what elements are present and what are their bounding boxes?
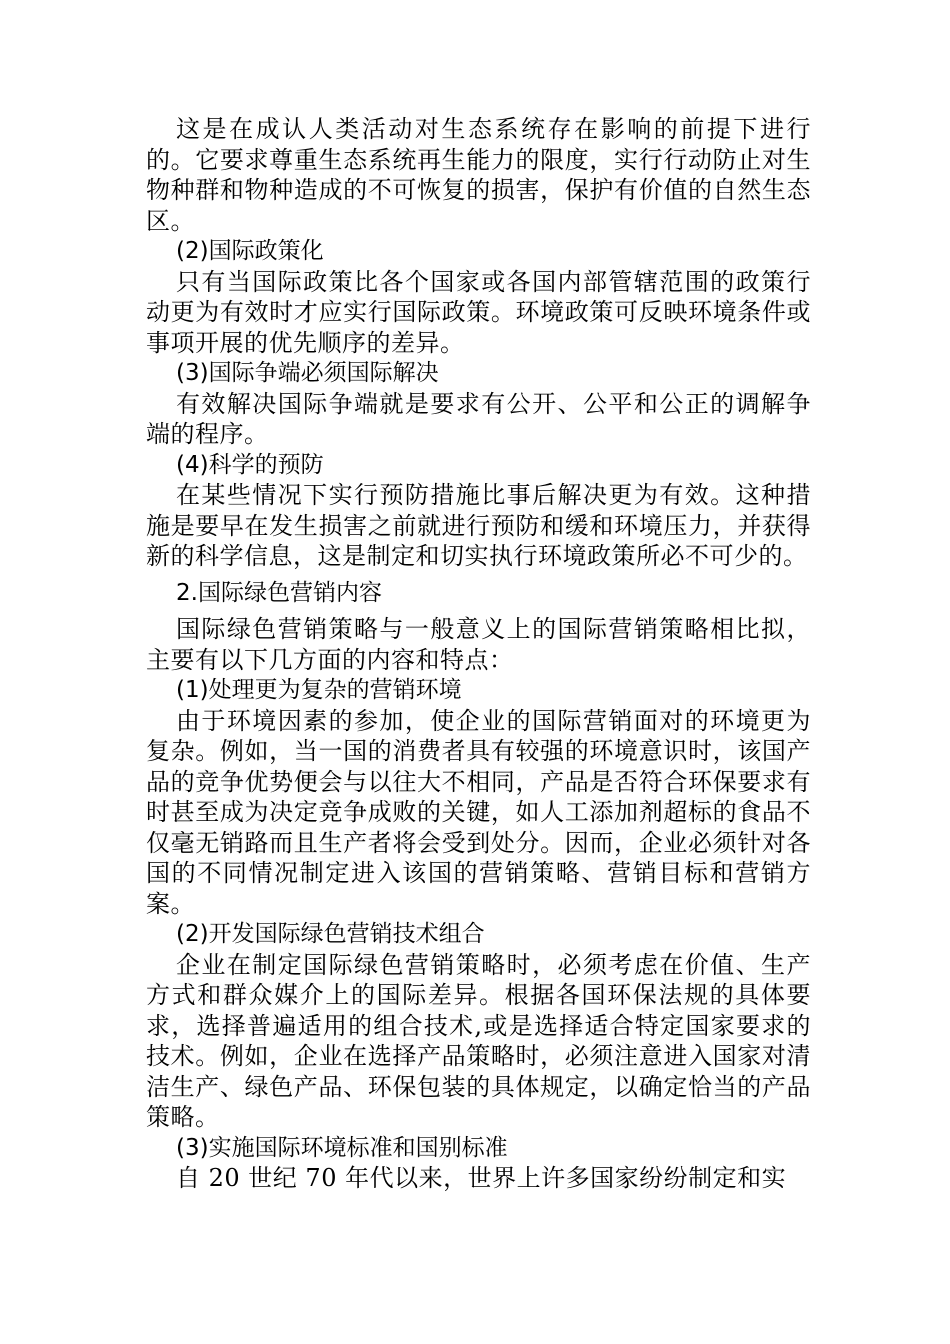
section-heading: (1)处理更为复杂的营销环境 [176,677,462,703]
document-page [146,114,811,1194]
section-heading: (4)科学的预防 [176,451,324,478]
section-heading: (3)国际争端必须国际解决 [176,360,439,386]
paragraph: 有效解决国际争端就是要求有公开、公平和公正的调解争端的程序。 [146,389,811,448]
section-heading: (2)开发国际绿色营销技术组合 [176,921,485,947]
section-heading-major: 2.国际绿色营销内容 [176,579,382,606]
paragraph: 自 20 世纪 70 年代以来，世界上许多国家纷纷制定和实 [176,1164,787,1192]
section-heading: (2)国际政策化 [176,238,324,264]
paragraph: 这是在成认人类活动对生态系统存在影响的前提下进行的。它要求尊重生态系统再生能力的限度，实行行动防止对生物种群和物种造成的不可恢复的损害，保护有价值的自然生态区。 [146,115,811,235]
paragraph: 企业在制定国际绿色营销策略时，必须考虑在价值、生产方式和群众媒介上的国际差异。根据各国环保法规的具体要求，选择普遍适用的组合技术,或是选择适合特定国家要求的技术。例如，企业在选择产品策略时，必须注意进入国家对清洁生产、绿色产品、环保包装的具体规定，以确定恰当的产品策略。 [146,950,811,1131]
paragraph: 国际绿色营销策略与一般意义上的国际营销策略相比拟，主要有以下几方面的内容和特点： [146,615,811,674]
paragraph: 在某些情况下实行预防措施比事后解决更为有效。这种措施是要早在发生损害之前就进行预防和缓和环境压力，并获得新的科学信息，这是制定和切实执行环境政策所必不可少的。 [146,481,811,570]
paragraph: 由于环境因素的参加，使企业的国际营销面对的环境更为复杂。例如，当一国的消费者具有较强的环境意识时，该国产品的竞争优势便会与以往大不相同，产品是否符合环保要求有时甚至成为决定竞争成败的关键，如人工添加剂超标的食品不仅毫无销路而且生产者将会受到处分。因而，企业必须针对各国的不同情况制定进入该国的营销策略、营销目标和营销方案。 [146,706,811,918]
section-heading: (3)实施国际环境标准和国别标准 [176,1134,508,1161]
paragraph: 只有当国际政策比各个国家或各国内部管辖范围的政策行动更为有效时才应实行国际政策。环境政策可反映环境条件或事项开展的优先顺序的差异。 [146,267,811,357]
